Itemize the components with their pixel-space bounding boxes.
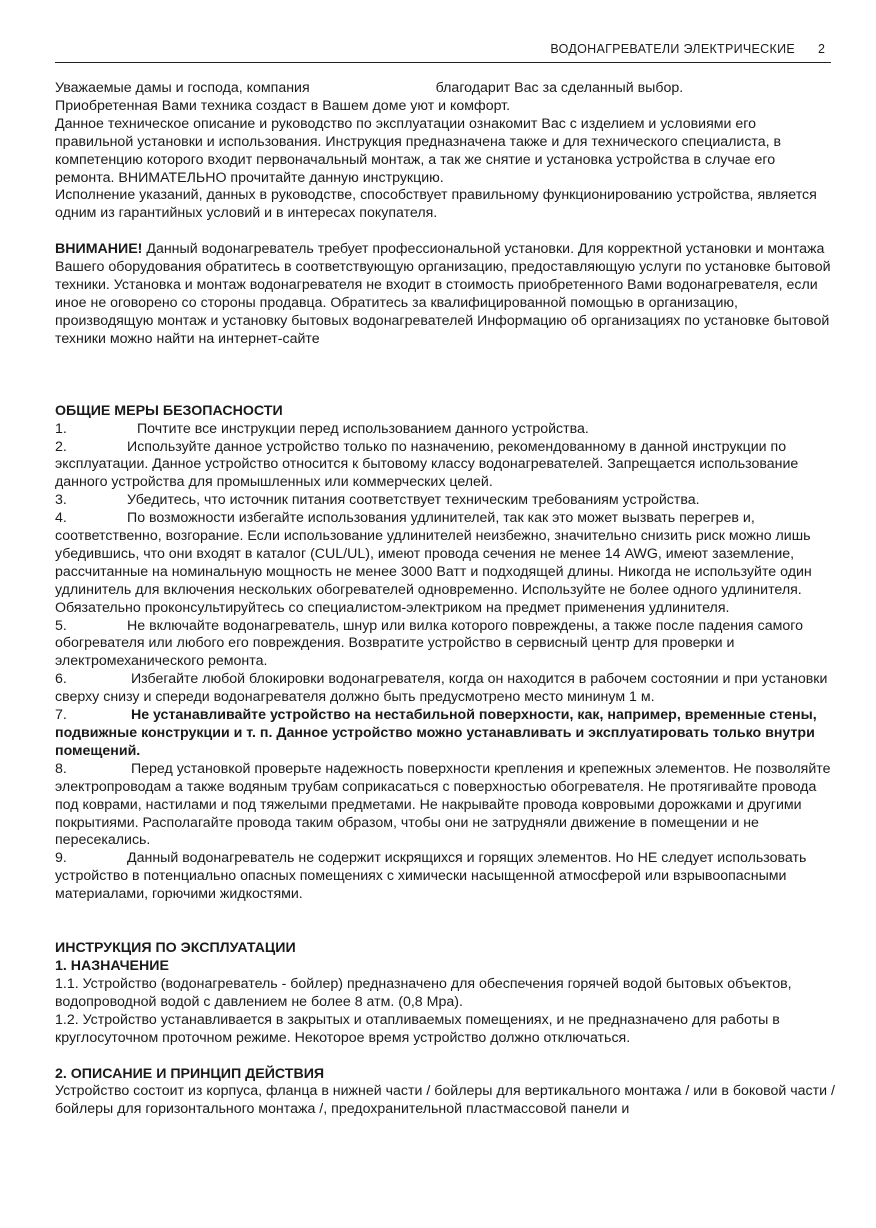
description-subtitle: 2. ОПИСАНИЕ И ПРИНЦИП ДЕЙСТВИЯ: [55, 1065, 325, 1082]
item-number: 7.: [55, 707, 67, 724]
item-number: 5.: [55, 617, 67, 634]
item-text: Избегайте любой блокировки водонагревателя, когда он находится в рабочем состоянии и при установки сверху снизу и спереди водонагревателя должно быть предусмотрено место мининум 1 м.: [55, 671, 828, 706]
intro-greeting: [55, 80, 835, 98]
warning-paragraph: [55, 241, 835, 348]
item-number: 4.: [55, 510, 67, 527]
item-text: Используйте данное устройство только по назначению, рекомендованному в данной инструкции по эксплуатации. Данное устройство относится к бытовому классу водонагревателей. Запрещается использование данного устройства для промышленных или коммерческих целей.: [55, 438, 799, 491]
intro-paragraph-3: Данное техническое описание и руководство по эксплуатации ознакомит Вас с изделием и условиями его правильной установки и использования. Инструкция предназначена также и для технического специалиста, в компетенцию которого входит первоначальный монтаж, а так же снятие и установка устройства в случае его ремонта. ВНИМАТЕЛЬНО прочитайте данную инструкцию.: [55, 115, 782, 186]
header-title: ВОДОНАГРЕВАТЕЛИ ЭЛЕКТРИЧЕСКИЕ: [550, 42, 795, 56]
safety-item-3: [55, 492, 835, 510]
item-number: 2.: [55, 438, 67, 455]
intro-greeting-end: благодарит Вас за сделанный выбор.: [435, 80, 684, 96]
description-paragraph: Устройство состоит из корпуса, фланца в нижней части / бойлеры для вертикального монтажа / или в боковой части / бойлеры для горизонтального монтажа /, предохранительной пластмассовой панели и: [55, 1083, 835, 1118]
intro-greeting-start: Уважаемые дамы и господа, компания: [55, 80, 310, 96]
safety-item-9: [55, 850, 835, 904]
warning-label: ВНИМАНИЕ!: [55, 241, 143, 258]
item-text: По возможности избегайте использования удлинителей, так как это может вызвать перегрев и, соответственно, возгорание. Если использование удлинителей неизбежно, значительно снизить риск можно лишь убедившись, что они входят в каталог (CUL/UL), имеют провода сечения не менее 14 AWG, имеют заземление, рассчитанные на номинальную мощность не менее 3000 Ватт и подходящей длины. Никогда не используйте один удлинитель для включения нескольких обогревателей одновременно. Используйте не более одного удлинителя. Обязательно проконсультируйтесь со специалистом-электриком на предмет применения удлинителя.: [55, 510, 812, 616]
item-text: Не включайте водонагреватель, шнур или вилка которого повреждены, а также после падения самого обогревателя или любого его повреждения. Возвратите устройство в сервисный центр для проверки и электромеханического ремонта.: [55, 617, 804, 670]
page-header: [55, 40, 831, 63]
instructions-title: ИНСТРУКЦИЯ ПО ЭКСПЛУАТАЦИИ: [55, 940, 296, 957]
safety-item-1: [55, 421, 835, 439]
intro-paragraph-2: Приобретенная Вами техника создаст в Вашем доме уют и комфорт.: [55, 97, 511, 114]
safety-item-5: [55, 618, 835, 672]
item-number: 8.: [55, 760, 67, 777]
item-number: 3.: [55, 492, 67, 509]
intro-paragraph-4: Исполнение указаний, данных в руководстве, способствует правильному функционированию устройства, является одним из гарантийных условий и в интересах покупателя.: [55, 187, 817, 222]
purpose-1-1: 1.1. Устройство (водонагреватель - бойлер) предназначено для обеспечения горячей водой бытовых объектов, водопроводной водой с давлением не более 8 атм. (0,8 Mpa).: [55, 975, 792, 1010]
warning-text: Данный водонагреватель требует профессиональной установки. Для корректной установки и монтажа Вашего оборудования обратитесь в соответствующую организацию, предоставляющую услуги по установке бытовой техники. Установка и монтаж водонагревателя не входит в стоимость приобретенного Вами водонагревателя, если иное не оговорено со стороны продавца. Обратитесь за квалифицированной помощью в организацию, производящую монтаж и установку бытовых водонагревателей Информацию об организациях по установке бытовой техники можно найти на интернет-сайте: [55, 241, 831, 347]
safety-title: ОБЩИЕ МЕРЫ БЕЗОПАСНОСТИ: [55, 402, 283, 419]
item-text: Почтите все инструкции перед использованием данного устройства.: [133, 420, 589, 437]
safety-item-2: [55, 439, 835, 493]
safety-item-8: [55, 761, 835, 851]
item-number: 9.: [55, 850, 67, 867]
safety-item-4: [55, 510, 835, 617]
safety-item-7: [55, 707, 835, 761]
item-number: 6.: [55, 671, 67, 688]
item-text: Не устанавливайте устройство на нестабильной поверхности, как, например, временные стены, подвижные конструкции и т. п. Данное устройство можно устанавливать и эксплуатировать только внутри помещений.: [55, 707, 817, 759]
safety-item-6: [55, 671, 835, 707]
page-number: 2: [818, 42, 825, 56]
item-text: Перед установкой проверьте надежность поверхности крепления и крепежных элементов. Не позволяйте электропроводам а также водяным трубам соприкасаться с поверхностью обогревателя. Не протягивайте провода под коврами, настилами и под тяжелыми предметами. Не накрывайте провода ковровыми дорожками и другими покрытиями. Располагайте провода таким образом, чтобы они не затрудняли движение в помещении и не пересекались.: [55, 760, 831, 849]
document-body: [55, 80, 835, 1119]
item-number: 1.: [55, 420, 67, 437]
purpose-subtitle: 1. НАЗНАЧЕНИЕ: [55, 957, 169, 974]
item-text: Убедитесь, что источник питания соответствует техническим требованиям устройства.: [127, 492, 700, 509]
item-text: Данный водонагреватель не содержит искрящихся и горящих элементов. Но НЕ следует использовать устройство в потенциально опасных помещениях с химически насыщенной атмосферой или взрывоопасными материалами, горючими жидкостями.: [55, 850, 807, 903]
purpose-1-2: 1.2. Устройство устанавливается в закрытых и отапливаемых помещениях, и не предназначено для работы в круглосуточном проточном режиме. Некоторое время устройство должно отключаться.: [55, 1011, 780, 1046]
